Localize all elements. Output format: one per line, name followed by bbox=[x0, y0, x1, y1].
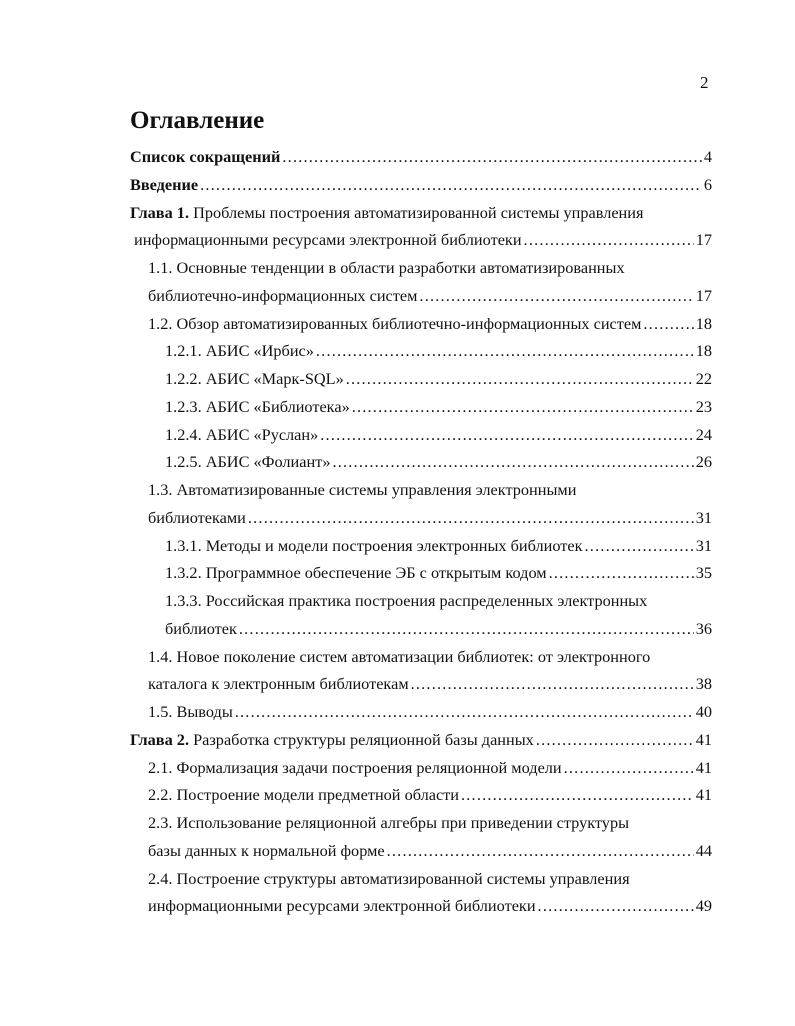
toc-entry-line bbox=[165, 619, 712, 639]
dot-leader bbox=[536, 730, 694, 750]
toc-page-number: 18 bbox=[695, 313, 712, 333]
toc-page-number: 26 bbox=[695, 452, 712, 472]
toc-title: Оглавление bbox=[130, 107, 265, 134]
toc-entry-line bbox=[148, 286, 712, 306]
toc-entry-text: информационными ресурсами электронной библиотеки bbox=[134, 230, 522, 250]
page-number: 2 bbox=[700, 73, 709, 92]
toc-entry-text: библиотеками bbox=[148, 507, 246, 527]
toc-entry-text: 1.2.5. АБИС «Фолиант» bbox=[165, 452, 331, 472]
dot-leader bbox=[524, 230, 694, 250]
toc-page-number: 49 bbox=[695, 896, 712, 916]
toc-entry-text: 2.4. Построение структуры автоматизированной системы управления bbox=[148, 868, 630, 888]
toc-entry-line bbox=[165, 452, 712, 472]
toc-entry-text: базы данных к нормальной форме bbox=[148, 840, 385, 860]
toc-page-number: 38 bbox=[695, 674, 712, 694]
dot-leader bbox=[538, 896, 694, 916]
toc-entry-line bbox=[130, 203, 643, 223]
dot-leader bbox=[564, 758, 694, 778]
toc-entry-text: библиотечно-информационных систем bbox=[148, 285, 418, 305]
toc-page-number: 23 bbox=[695, 396, 712, 416]
toc-page-number: 17 bbox=[695, 285, 712, 305]
toc-page-number: 31 bbox=[695, 507, 712, 527]
toc-page-number: 17 bbox=[695, 230, 712, 250]
toc-entry-text: библиотек bbox=[165, 618, 237, 638]
dot-leader bbox=[235, 702, 694, 722]
toc-entry-bold: Глава 1. bbox=[130, 202, 190, 222]
toc-entry-line bbox=[148, 702, 712, 722]
toc-entry-text: 2.3. Использование реляционной алгебры при приведении структуры bbox=[148, 813, 630, 832]
dot-leader bbox=[461, 785, 694, 805]
toc-entry-text bbox=[130, 147, 280, 167]
toc-entry-line bbox=[148, 785, 712, 805]
toc-entry-text: 1.3.1. Методы и модели построения электронных библиотек bbox=[165, 535, 583, 555]
toc-entry-text: 1.2.1. АБИС «Ирбис» bbox=[165, 341, 314, 361]
toc-entry-text: 1.5. Выводы bbox=[148, 702, 233, 721]
toc-entry-text: 1.3.2. Программное обеспечение ЭБ с открытым кодом bbox=[165, 563, 547, 583]
toc-entry-line bbox=[165, 536, 712, 556]
dot-leader bbox=[387, 841, 694, 861]
toc-page-number: 22 bbox=[695, 369, 712, 388]
toc-page-number: 6 bbox=[703, 174, 712, 194]
toc-entry-text: 1.2. Обзор автоматизированных библиотечно-информационных систем bbox=[148, 313, 642, 333]
toc-entry-line bbox=[148, 314, 712, 334]
dot-leader bbox=[239, 619, 694, 639]
toc-page-number: 4 bbox=[703, 147, 712, 166]
toc-page-number: 40 bbox=[695, 702, 712, 721]
toc-entry-text: Глава 1. Проблемы построения автоматизированной системы управления bbox=[130, 202, 644, 222]
toc-entry-line bbox=[165, 563, 712, 583]
dot-leader bbox=[248, 508, 694, 528]
toc-entry-line bbox=[165, 369, 712, 389]
dot-leader bbox=[352, 397, 694, 417]
dot-leader bbox=[320, 425, 693, 445]
toc-entry-text: 1.3.3. Российская практика построения распределенных электронных bbox=[165, 591, 648, 610]
dot-leader bbox=[549, 563, 694, 583]
toc-entry-line bbox=[130, 147, 712, 167]
toc-entry-line bbox=[148, 869, 630, 889]
dot-leader bbox=[316, 341, 694, 361]
toc-entry-text: каталога к электронным библиотекам bbox=[148, 674, 409, 694]
toc-entry-text: 1.2.4. АБИС «Руслан» bbox=[165, 424, 319, 444]
toc-entry-bold: Глава 2. bbox=[130, 729, 190, 749]
dot-leader bbox=[419, 286, 693, 306]
toc-entry-line bbox=[165, 591, 647, 611]
toc-entry-text: 1.3. Автоматизированные системы управления электронными bbox=[148, 480, 577, 499]
toc-entry-line bbox=[148, 896, 712, 916]
toc-entry-line bbox=[148, 508, 712, 528]
toc-entry-line bbox=[148, 841, 712, 861]
toc-entry-line bbox=[148, 647, 650, 667]
toc-page-number: 18 bbox=[695, 341, 712, 361]
toc-entry-text: информационными ресурсами электронной библиотеки bbox=[148, 896, 536, 916]
toc-entry-text: 1.2.2. АБИС «Марк-SQL» bbox=[165, 369, 344, 388]
toc-entry-line bbox=[130, 175, 712, 195]
toc-entry-line bbox=[148, 758, 712, 778]
toc-page-number: 31 bbox=[695, 535, 712, 555]
toc-page-number: 44 bbox=[695, 840, 712, 860]
toc-entry-text: 1.1. Основные тенденции в области разработки автоматизированных bbox=[148, 258, 625, 277]
toc-page-number: 24 bbox=[695, 424, 712, 444]
toc-page-number: 41 bbox=[695, 757, 712, 777]
toc-entry-line bbox=[148, 813, 629, 833]
toc-entry-line bbox=[165, 397, 712, 417]
toc-entry-line bbox=[148, 674, 712, 694]
dot-leader bbox=[282, 147, 701, 167]
toc-entry-text: 2.1. Формализация задачи построения реляционной модели bbox=[148, 757, 562, 777]
toc-entry-text: 1.4. Новое поколение систем автоматизации библиотек: от электронного bbox=[148, 646, 651, 666]
toc-entry-text: 2.2. Построение модели предметной области bbox=[148, 785, 460, 805]
toc-entry-line bbox=[165, 341, 712, 361]
dot-leader bbox=[200, 175, 702, 195]
toc-entry-bold: Список сокращений bbox=[130, 147, 281, 166]
toc-page-number: 36 bbox=[695, 618, 712, 638]
toc-entry-line bbox=[134, 230, 712, 250]
toc-page-number: 35 bbox=[695, 563, 712, 583]
dot-leader bbox=[643, 314, 693, 334]
toc-entry-line bbox=[130, 730, 712, 750]
dot-leader bbox=[585, 536, 694, 556]
toc-page-number: 41 bbox=[695, 785, 712, 805]
dot-leader bbox=[346, 369, 694, 389]
toc-page-number: 41 bbox=[695, 729, 712, 749]
toc-entry-line bbox=[148, 480, 576, 500]
toc-entry-text: Глава 2. Разработка структуры реляционной базы данных bbox=[130, 729, 534, 749]
dot-leader bbox=[332, 452, 693, 472]
dot-leader bbox=[411, 674, 694, 694]
toc-entry-text bbox=[130, 175, 198, 195]
toc-entry-text: 1.2.3. АБИС «Библиотека» bbox=[165, 396, 350, 416]
toc-entry-line bbox=[148, 258, 625, 278]
toc-entry-bold: Введение bbox=[130, 174, 199, 194]
toc-entry-line bbox=[165, 425, 712, 445]
